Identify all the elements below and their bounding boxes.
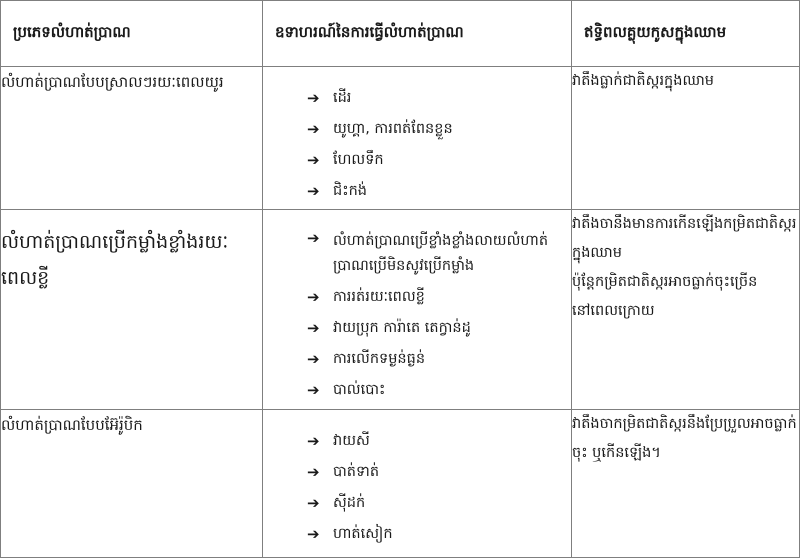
list-item xyxy=(307,145,563,176)
example-text: លំហាត់ប្រាណប្រើខ្លាំងខ្លាំងលាយលំហាត់ប្រាណប្រើមិនសូវប្រើកម្លាំង xyxy=(333,233,549,274)
list-item xyxy=(307,282,563,313)
list-item xyxy=(307,313,563,344)
arrow-icon: ➔ xyxy=(307,381,320,399)
examples-list xyxy=(263,410,571,550)
arrow-icon: ➔ xyxy=(307,182,320,200)
list-item xyxy=(307,114,563,145)
table-row xyxy=(1,210,800,410)
example-text: ហែលទឹក xyxy=(333,152,384,168)
example-text: ជិះកង់ xyxy=(333,183,367,199)
example-text: បាត់ទាត់ xyxy=(333,464,380,480)
list-item xyxy=(307,426,563,457)
arrow-icon: ➔ xyxy=(307,229,320,247)
list-item xyxy=(307,83,563,114)
arrow-icon: ➔ xyxy=(307,319,320,337)
arrow-icon: ➔ xyxy=(307,350,320,368)
examples-list xyxy=(263,210,571,406)
effect-text: ប៉ុន្តែកម្រិតជាតិស្ករអាចធ្លាក់ចុះច្រើននៅពេលក្រោយ xyxy=(572,274,758,319)
glucose-effect-cell xyxy=(572,67,800,210)
glucose-effect-cell xyxy=(572,410,800,558)
example-text: វាយសី xyxy=(333,433,370,449)
example-text: ការលើកទម្ងន់ធ្ងន់ xyxy=(333,351,426,367)
examples-list xyxy=(263,67,571,207)
arrow-icon: ➔ xyxy=(307,494,320,512)
glucose-effect-cell xyxy=(572,210,800,410)
list-item xyxy=(307,226,563,282)
arrow-icon: ➔ xyxy=(307,288,320,306)
list-item xyxy=(307,176,563,207)
exercise-type-cell: លំហាត់ប្រាណបែបអ៊ែរ៉ូបិក xyxy=(1,410,263,558)
arrow-icon: ➔ xyxy=(307,89,320,107)
example-text: ការរត់រយៈពេលខ្លី xyxy=(333,289,425,305)
list-item xyxy=(307,457,563,488)
exercise-type-cell: លំហាត់ប្រាណប្រើកម្លាំងខ្លាំងរយៈពេលខ្លី xyxy=(1,210,263,410)
examples-cell xyxy=(263,67,572,210)
list-item xyxy=(307,375,563,406)
effect-text: វាតឹងចានឹងមានការកើនឡើងកម្រិតជាតិស្ករក្នុងឈាម xyxy=(572,216,797,261)
arrow-icon: ➔ xyxy=(307,525,320,543)
effect-text: វាតឹងចាកម្រិតជាតិស្ករនឹងប្រែប្រួលអាចធ្លាក់ចុះ ឬកើនឡើង។ xyxy=(572,416,797,461)
exercise-type-cell: លំហាត់ប្រាណបែបស្រាលៗរយៈពេលយូរ xyxy=(1,67,263,210)
list-item xyxy=(307,519,563,550)
table-row xyxy=(1,410,800,558)
example-text: បាល់បោះ xyxy=(333,382,386,398)
table-row xyxy=(1,67,800,210)
list-item xyxy=(307,344,563,375)
example-text: ដើរ xyxy=(333,90,352,106)
arrow-icon: ➔ xyxy=(307,432,320,450)
arrow-icon: ➔ xyxy=(307,463,320,481)
arrow-icon: ➔ xyxy=(307,151,320,169)
effect-text: វាតឹងធ្លាក់ជាតិស្ករក្នុងឈាម xyxy=(572,73,714,89)
examples-cell xyxy=(263,210,572,410)
example-text: ហាត់សៀក xyxy=(333,526,393,542)
examples-cell xyxy=(263,410,572,558)
header-exercise-type: ប្រភេទលំហាត់ប្រាណ xyxy=(1,1,263,67)
list-item xyxy=(307,488,563,519)
header-exercise-examples: ឧទាហរណ៍នៃការធ្វើលំហាត់ប្រាណ xyxy=(263,1,572,67)
header-glucose-effect: ឥទ្ធិពលគ្លុយកូសក្នុងឈាម xyxy=(572,1,800,67)
example-text: វាយប្រុក ការ៉ាតេ តេក្វាន់ដូ xyxy=(333,320,471,336)
arrow-icon: ➔ xyxy=(307,120,320,138)
example-text: យូហ្គា, ការពត់ពែនខ្លួន xyxy=(333,121,453,137)
example-text: ស៊ីដក់ xyxy=(333,495,366,511)
header-row xyxy=(1,1,800,67)
